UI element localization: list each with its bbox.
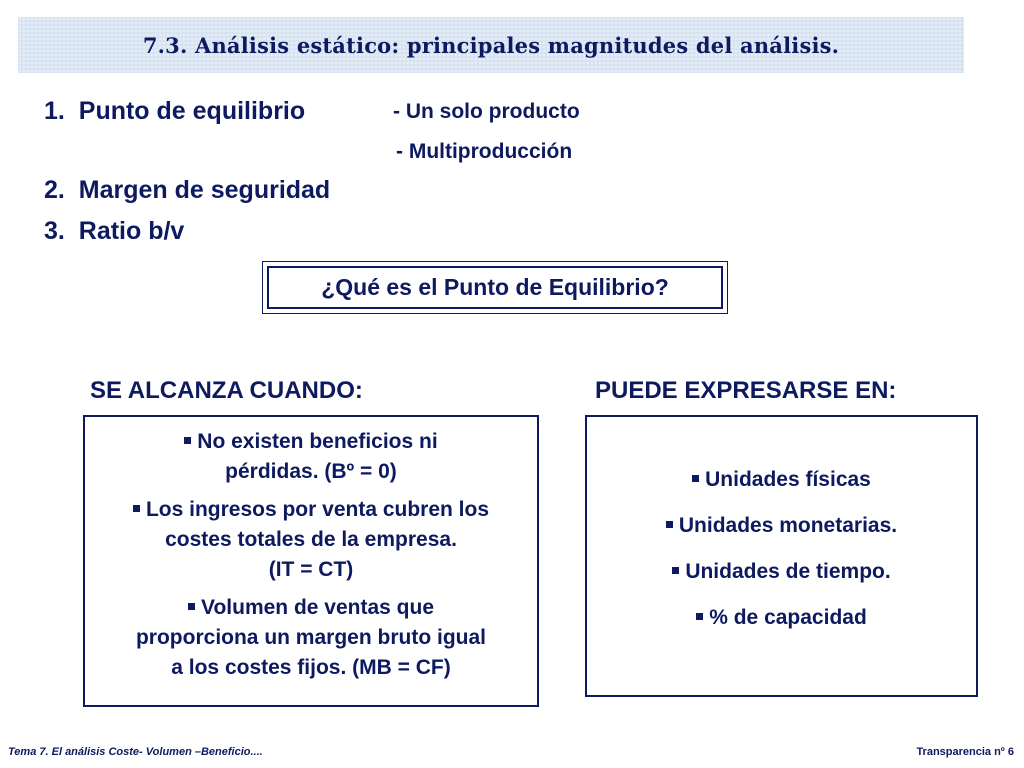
condition-item: No existen beneficios ni pérdidas. (Bº = 0) (93, 427, 529, 487)
condition-item: Los ingresos por venta cubren los costes totales de la empresa. (IT = CT) (93, 495, 529, 585)
list-item-2 (44, 176, 330, 205)
item-number: 3. (44, 217, 65, 245)
square-bullet-icon (692, 475, 699, 482)
list-item-3 (44, 217, 184, 246)
expression-item: Unidades monetarias. (595, 511, 968, 541)
question-text: ¿Qué es el Punto de Equilibrio? (267, 266, 723, 309)
conditions-panel (83, 415, 539, 707)
footer-topic: Tema 7. El análisis Coste- Volumen –Beneficio.... (8, 746, 263, 758)
title-bar (18, 17, 964, 73)
condition-item: Volumen de ventas que proporciona un margen bruto igual a los costes fijos. (MB = CF) (135, 596, 486, 679)
right-heading: PUEDE EXPRESARSE EN: (595, 377, 897, 404)
footer-slide-number: Transparencia nº 6 (916, 746, 1014, 758)
subitem-single-product: - Un solo producto (393, 100, 580, 123)
square-bullet-icon (184, 437, 191, 444)
expression-item: % de capacidad (595, 603, 968, 633)
subitem-multiproduction: - Multiproducción (396, 140, 573, 163)
item-number: 2. (44, 176, 65, 204)
expression-item: Unidades de tiempo. (595, 557, 968, 587)
item-label: Margen de seguridad (78, 176, 331, 204)
expressions-panel (585, 415, 978, 697)
question-box (262, 261, 728, 314)
square-bullet-icon (188, 603, 195, 610)
square-bullet-icon (133, 505, 140, 512)
list-item-1 (44, 97, 305, 126)
item-label: Punto de equilibrio (78, 97, 306, 125)
square-bullet-icon (666, 521, 673, 528)
item-number: 1. (44, 97, 65, 125)
square-bullet-icon (696, 613, 703, 620)
left-heading: SE ALCANZA CUANDO: (90, 377, 363, 404)
square-bullet-icon (672, 567, 679, 574)
expression-item: Unidades físicas (595, 465, 968, 495)
item-label: Ratio b/v (78, 217, 185, 245)
slide-title: 7.3. Análisis estático: principales magnitudes del análisis. (142, 32, 840, 58)
